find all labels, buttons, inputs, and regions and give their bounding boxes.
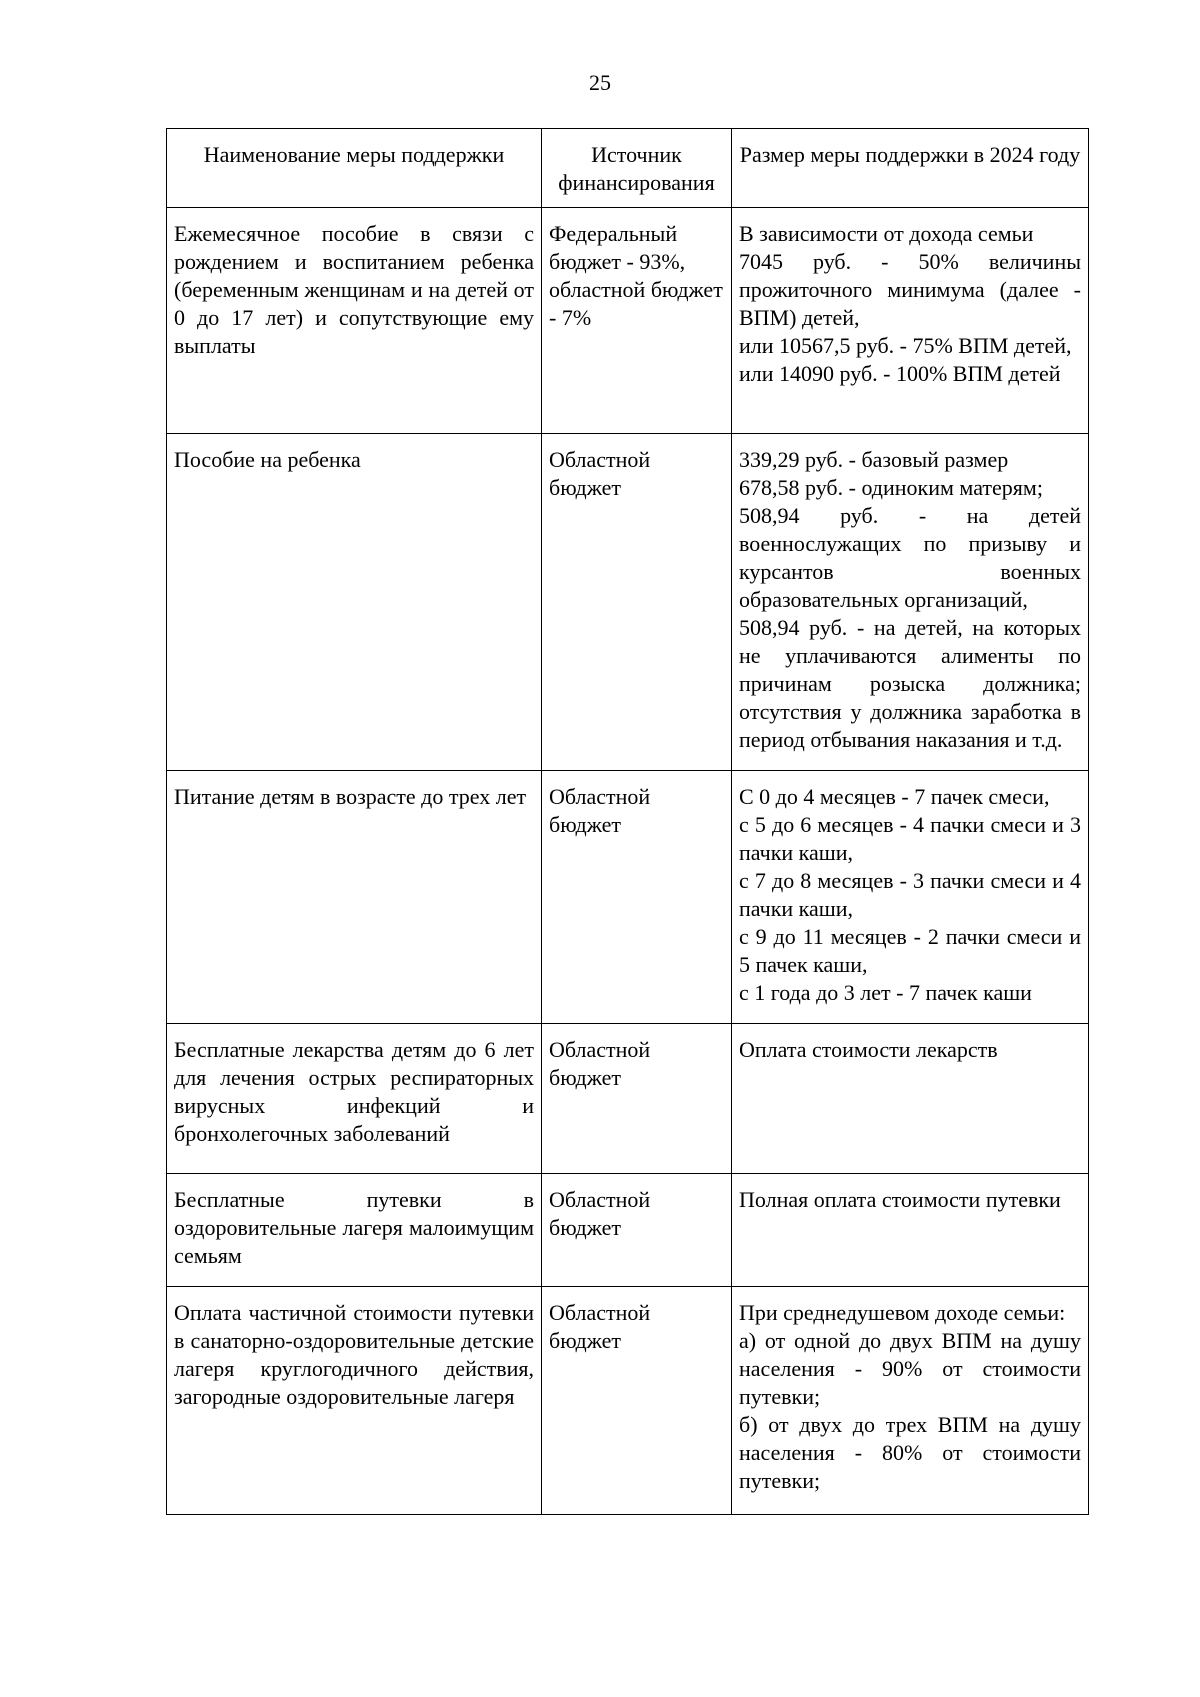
header-support-amount: Размер меры поддержки в 2024 году <box>732 129 1089 208</box>
table-header-row <box>167 129 1089 208</box>
table-row <box>167 208 1089 434</box>
measure-name-cell: Бесплатные путевки в оздоровительные лагеря малоимущим семьям <box>167 1174 542 1287</box>
funding-source-cell: Областной бюджет <box>542 1174 732 1287</box>
support-measures-table <box>166 128 1089 1515</box>
table-row <box>167 771 1089 1024</box>
amount-line: 7045 руб. - 50% величины прожиточного минимума (далее - ВПМ) детей, <box>739 249 1081 330</box>
funding-source-cell: Областной бюджет <box>542 1024 732 1174</box>
amount-line: с 7 до 8 месяцев - 3 пачки смеси и 4 пачки каши, <box>739 868 1081 921</box>
measure-name-cell: Бесплатные лекарства детям до 6 лет для лечения острых респираторных вирусных инфекций и бронхолегочных заболеваний <box>167 1024 542 1174</box>
amount-line: 678,58 руб. - одиноким матерям; <box>739 475 1043 500</box>
amount-line: 339,29 руб. - базовый размер <box>739 447 1009 472</box>
amount-line: с 5 до 6 месяцев - 4 пачки смеси и 3 пачки каши, <box>739 812 1081 865</box>
amount-line: В зависимости от дохода семьи <box>739 221 1034 246</box>
amount-line: с 9 до 11 месяцев - 2 пачки смеси и 5 пачек каши, <box>739 924 1081 977</box>
amount-line: а) от одной до двух ВПМ на душу населения - 90% от стоимости путевки; <box>739 1328 1081 1409</box>
table-row <box>167 1287 1089 1515</box>
header-measure-name: Наименование меры поддержки <box>167 129 542 208</box>
support-amount-cell <box>732 771 1089 1024</box>
measure-name-cell: Пособие на ребенка <box>167 434 542 771</box>
amount-line: 508,94 руб. - на детей военнослужащих по призыву и курсантов военных образовательных организаций, <box>739 503 1081 612</box>
amount-line: с 1 года до 3 лет - 7 пачек каши <box>739 980 1032 1005</box>
amount-line: б) от двух до трех ВПМ на душу населения - 80% от стоимости путевки; <box>739 1412 1081 1493</box>
support-amount-cell <box>732 1174 1089 1287</box>
table-row <box>167 434 1089 771</box>
funding-source-cell: Областной бюджет <box>542 1287 732 1515</box>
amount-line: С 0 до 4 месяцев - 7 пачек смеси, <box>739 784 1050 809</box>
amount-line: 508,94 руб. - на детей, на которых не уплачиваются алименты по причинам розыска должника; отсутствия у должника заработка в период отбывания наказания и т.д. <box>739 615 1081 752</box>
support-amount-cell <box>732 208 1089 434</box>
measure-name-cell: Оплата частичной стоимости путевки в санаторно-оздоровительные детские лагеря круглогодичного действия, загородные оздоровительные лагеря <box>167 1287 542 1515</box>
table-row <box>167 1024 1089 1174</box>
support-amount-cell <box>732 434 1089 771</box>
amount-line: При среднедушевом доходе семьи: <box>739 1300 1066 1325</box>
funding-source-cell: Областной бюджет <box>542 771 732 1024</box>
amount-line: Полная оплата стоимости путевки <box>739 1187 1061 1212</box>
support-amount-cell <box>732 1024 1089 1174</box>
amount-line: Оплата стоимости лекарств <box>739 1037 998 1062</box>
measure-name-cell: Ежемесячное пособие в связи с рождением и воспитанием ребенка (беременным женщинам и на детей от 0 до 17 лет) и сопутствующие ему выплаты <box>167 208 542 434</box>
measure-name-cell: Питание детям в возрасте до трех лет <box>167 771 542 1024</box>
header-funding-source: Источник финансирования <box>542 129 732 208</box>
support-amount-cell <box>732 1287 1089 1515</box>
page-number: 25 <box>589 70 611 95</box>
funding-source-cell: Федеральный бюджет - 93%, областной бюджет - 7% <box>542 208 732 434</box>
amount-line: или 14090 руб. - 100% ВПМ детей <box>739 361 1061 386</box>
amount-line: или 10567,5 руб. - 75% ВПМ детей, <box>739 333 1072 358</box>
table-row <box>167 1174 1089 1287</box>
funding-source-cell: Областной бюджет <box>542 434 732 771</box>
